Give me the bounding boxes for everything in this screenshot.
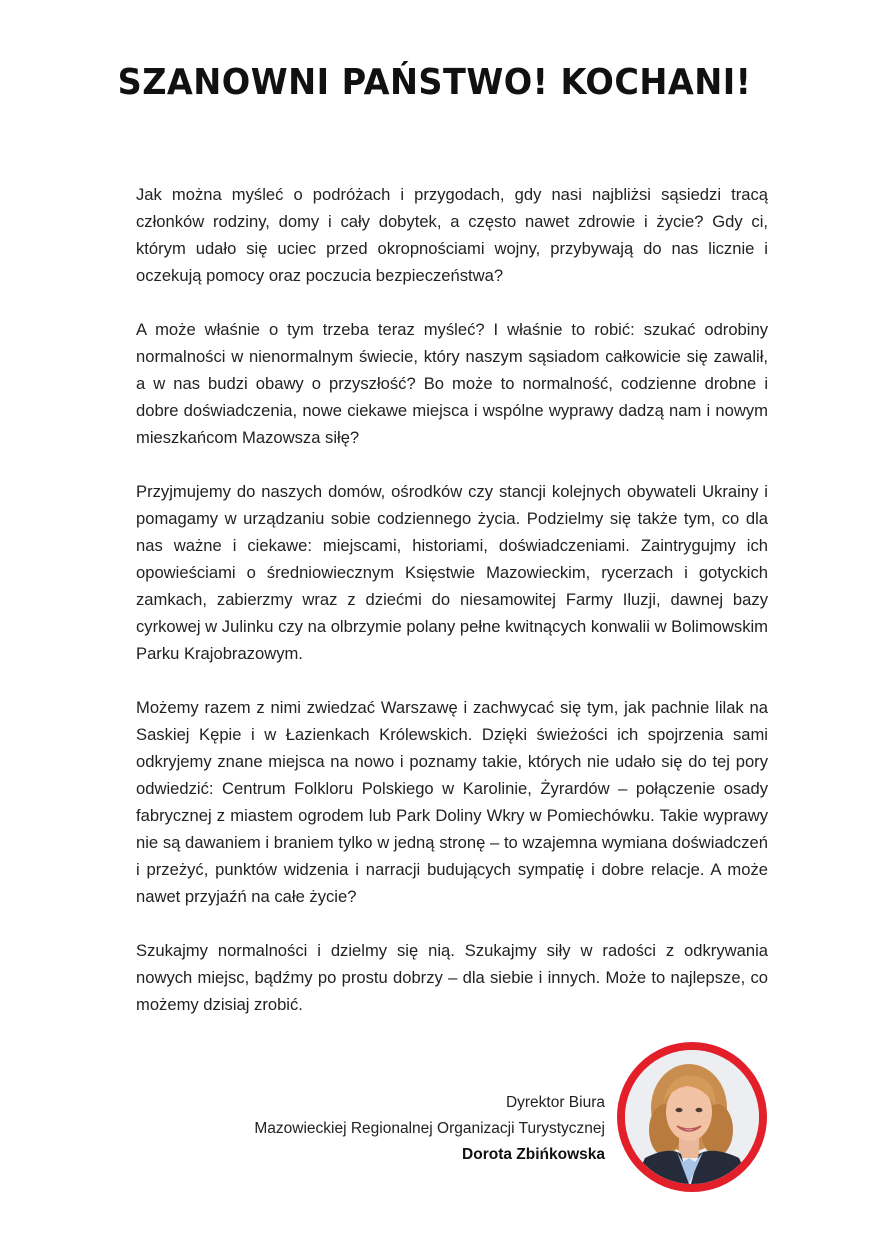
signature-role: Dyrektor Biura [505,1094,605,1111]
author-portrait [617,1042,767,1192]
paragraph-1: Jak można myśleć o podróżach i przygodach, gdy nasi najbliżsi sąsiedzi tracą członków rodziny, domy i cały dobytek, a często nawet zdrowie i życie? Gdy ci, którym udało się uciec przed okropnościami wojny, przybywają do nas licznie i oczekują pomocy oraz poczucia bezpieczeństwa? [136,185,768,285]
portrait-illustration [625,1050,759,1184]
paragraph-5: Szukajmy normalności i dzielmy się nią. Szukajmy siły w radości z odkrywania nowych miejsc, bądźmy po prostu dobrzy – dla siebie i innych. Może to najlepsze, co możemy dzisiaj zrobić. [136,941,768,1014]
signature-organization: Mazowieckiej Regionalnej Organizacji Turystycznej [254,1120,605,1137]
paragraph-2: A może właśnie o tym trzeba teraz myśleć? I właśnie to robić: szukać odrobiny normalności w nienormalnym świecie, który naszym sąsiadom całkowicie się zawalił, a w nas budzi obawy o przyszłość? Bo może to normalność, codzienne drobne i dobre doświadczenia, nowe ciekawe miejsca i wspólne wyprawy dadzą nam i nowym mieszkańcom Mazowsza siłę? [136,320,768,447]
page-title: SZANOWNI PAŃSTWO! KOCHANI! [117,62,752,103]
signature-block [254,1090,605,1168]
signature-name: Dorota Zbińkowska [462,1146,605,1163]
paragraph-3: Przyjmujemy do naszych domów, ośrodków czy stancji kolejnych obywateli Ukrainy i pomagamy w urządzaniu sobie codziennego życia. Podzielmy się także tym, co dla nas ważne i ciekawe: miejscami, historiami, doświadczeniami. Zaintrygujmy ich opowieściami o średniowiecznym Księstwie Mazowieckim, rycerzach i gotyckich zamkach, zabierzmy wraz z dziećmi do niesamowitej Farmy Iluzji, dawnej bazy cyrkowej w Julinku czy na olbrzymie polany pełne kwitnących konwalii w Bolimowskim Parku Krajobrazowym. [136,482,768,663]
letter-body [136,181,768,1045]
paragraph-4: Możemy razem z nimi zwiedzać Warszawę i zachwycać się tym, jak pachnie lilak na Saskiej Kępie i w Łazienkach Królewskich. Dzięki świeżości ich spojrzenia sami odkryjemy znane miejsca na nowo i poznamy takie, których nie udało się do tej pory odwiedzić: Centrum Folkloru Polskiego w Karolinie, Żyrardów – połączenie osady fabrycznej z miastem ogrodem lub Park Doliny Wkry w Pomiechówku. Takie wyprawy nie są dawaniem i braniem tylko w jedną stronę – to wzajemna wymiana doświadczeń i przeżyć, punktów widzenia i narracji budujących sympatię i dobre relacje. A może nawet przyjaźń na całe życie? [136,698,768,906]
